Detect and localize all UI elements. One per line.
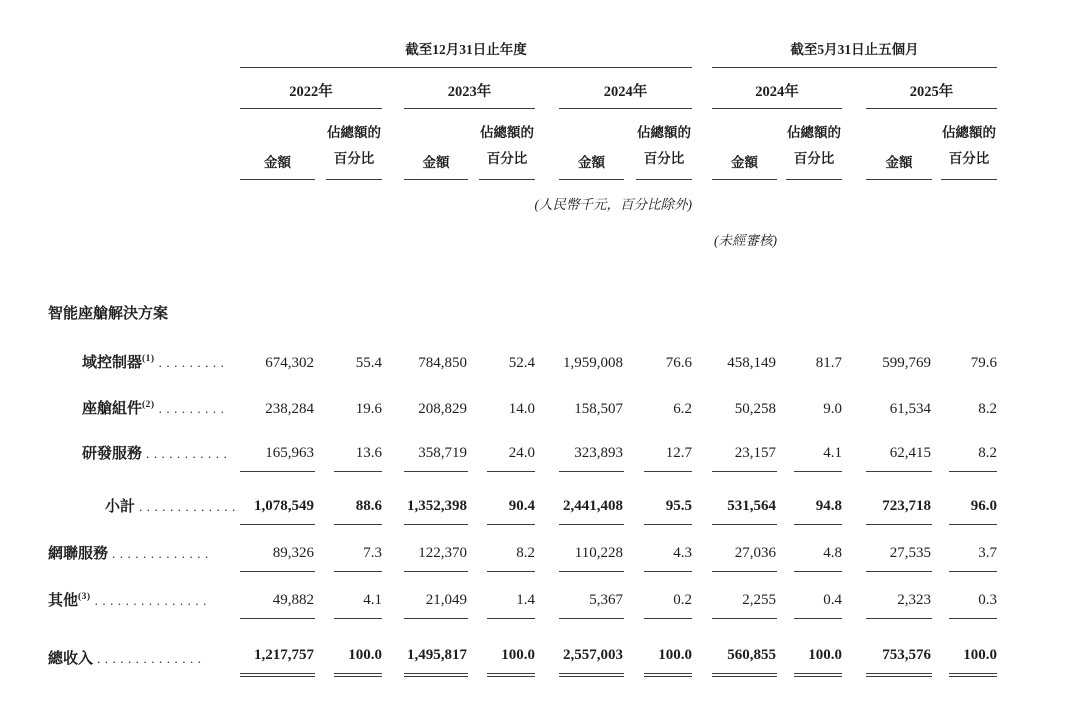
- leader-dots: ...............: [94, 593, 211, 608]
- year-header-2023: 2023年: [404, 67, 535, 108]
- amount-cell: 5,367: [559, 572, 624, 619]
- row-label: 域控制器$^{(1)}$ .........: [82, 354, 229, 371]
- amount-cell: 458,149: [727, 355, 776, 371]
- column-gap: [382, 525, 404, 572]
- column-gap: [382, 472, 404, 525]
- percent-cell: 95.5: [624, 472, 692, 525]
- percent-cell: 8.2: [932, 427, 997, 472]
- percent-cell: 6.2: [673, 401, 692, 417]
- percent-cell: 4.1: [315, 572, 382, 619]
- amount-cell: 89,326: [240, 525, 315, 572]
- amount-cell: 1,217,757: [240, 619, 315, 677]
- amount-cell: 1,078,549: [240, 472, 315, 525]
- percent-cell: 4.3: [624, 525, 692, 572]
- leader-dots: .............: [112, 546, 213, 561]
- leader-dots: .............: [139, 499, 240, 514]
- percent-cell: 90.4: [468, 472, 535, 525]
- percent-cell: 100.0: [468, 619, 535, 677]
- empty-cell: [777, 216, 997, 252]
- amount-cell: 27,535: [866, 525, 932, 572]
- table-row-rd-services: [48, 427, 997, 472]
- table-row-connectivity-services: [48, 525, 997, 572]
- amount-cell: 165,963: [240, 427, 315, 472]
- percent-cell: 100.0: [315, 619, 382, 677]
- percent-cell: 19.6: [355, 401, 382, 417]
- period-group-annual: 截至12月31日止年度: [240, 20, 692, 67]
- amount-cell: 2,441,408: [559, 472, 624, 525]
- table-row-cockpit-components: [48, 381, 997, 427]
- row-label: 網聯服務 .............: [48, 546, 213, 562]
- amount-cell: 23,157: [712, 427, 777, 472]
- amount-cell: 599,769: [882, 355, 931, 371]
- column-gap: [842, 525, 866, 572]
- column-gap: [692, 619, 712, 677]
- amount-cell: 358,719: [404, 427, 468, 472]
- year-header-2022: 2022年: [240, 67, 382, 108]
- amount-cell: 50,258: [734, 401, 776, 417]
- row-label: 其他$^{(3)}$ ...............: [48, 592, 211, 609]
- amount-cell: 674,302: [265, 355, 314, 371]
- column-gap: [535, 525, 559, 572]
- column-gap: [842, 472, 866, 525]
- percent-cell: 94.8: [777, 472, 842, 525]
- percent-cell: 100.0: [777, 619, 842, 677]
- percent-cell: 4.8: [777, 525, 842, 572]
- column-header-row: [48, 108, 997, 180]
- amount-cell: 560,855: [712, 619, 777, 677]
- row-label: 總收入 ..............: [48, 651, 206, 667]
- leader-dots: .........: [158, 401, 229, 416]
- amount-cell: 323,893: [559, 427, 624, 472]
- percent-cell: 12.7: [624, 427, 692, 472]
- empty-cell: [48, 20, 240, 67]
- period-header-row: [48, 20, 997, 67]
- year-header-2024: 2024年: [559, 67, 692, 108]
- column-gap: [842, 332, 866, 381]
- percent-cell: 100.0: [932, 619, 997, 677]
- table-row-domain-controllers: [48, 332, 997, 381]
- amount-cell: 531,564: [712, 472, 777, 525]
- year-header-2025: 2025年: [866, 67, 997, 108]
- amount-cell: 49,882: [240, 572, 315, 619]
- footnote-ref: (2): [142, 400, 155, 410]
- amount-cell: 2,557,003: [559, 619, 624, 677]
- period-group-five-months: 截至5月31日止五個月: [712, 20, 997, 67]
- column-gap: [382, 572, 404, 619]
- table-row-subtotal: [48, 472, 997, 525]
- amount-column-header: 金額: [559, 108, 624, 180]
- leader-dots: ..............: [97, 651, 206, 666]
- amount-cell: 753,576: [866, 619, 932, 677]
- amount-cell: 1,352,398: [404, 472, 468, 525]
- amount-column-header: 金額: [712, 108, 777, 180]
- amount-cell: 122,370: [404, 525, 468, 572]
- percent-cell: 0.3: [932, 572, 997, 619]
- footnote-ref: (3): [78, 592, 91, 602]
- empty-cell: [48, 108, 240, 180]
- footnote-ref: (1): [142, 354, 155, 364]
- amount-cell: 1,959,008: [563, 355, 623, 371]
- column-gap: [535, 427, 559, 472]
- column-gap: [535, 572, 559, 619]
- column-gap: [692, 108, 712, 180]
- percent-cell: 96.0: [932, 472, 997, 525]
- percent-cell: 4.1: [777, 427, 842, 472]
- currency-note-row: [48, 180, 997, 216]
- section-title: 智能座艙解決方案: [48, 306, 169, 322]
- currency-note: (人民幣千元，百分比除外): [534, 197, 692, 212]
- column-gap: [842, 572, 866, 619]
- amount-cell: 208,829: [418, 401, 467, 417]
- percent-cell: 79.6: [970, 355, 998, 371]
- amount-column-header: 金額: [866, 108, 932, 180]
- column-gap: [535, 619, 559, 677]
- percent-column-header: 佔總額的 百分比: [315, 108, 382, 180]
- leader-dots: .........: [158, 355, 229, 370]
- column-gap: [692, 572, 712, 619]
- amount-cell: 723,718: [866, 472, 932, 525]
- column-gap: [842, 108, 866, 180]
- section-header-row: [48, 252, 997, 332]
- percent-cell: 3.7: [932, 525, 997, 572]
- year-header-2024-5m: 2024年: [712, 67, 842, 108]
- amount-cell: 238,284: [265, 401, 314, 417]
- column-gap: [535, 67, 559, 108]
- column-gap: [382, 619, 404, 677]
- column-gap: [692, 381, 712, 427]
- amount-cell: 1,495,817: [404, 619, 468, 677]
- percent-column-header: 佔總額的 百分比: [624, 108, 692, 180]
- column-gap: [842, 67, 866, 108]
- amount-cell: 21,049: [404, 572, 468, 619]
- percent-cell: 7.3: [315, 525, 382, 572]
- revenue-breakdown-table: [48, 20, 997, 677]
- row-label: 研發服務 ...........: [82, 446, 232, 462]
- empty-cell: [48, 67, 240, 108]
- amount-cell: 110,228: [559, 525, 624, 572]
- column-gap: [692, 525, 712, 572]
- percent-cell: 100.0: [624, 619, 692, 677]
- column-gap: [535, 472, 559, 525]
- column-gap: [382, 332, 404, 381]
- column-gap: [382, 381, 404, 427]
- percent-cell: 24.0: [468, 427, 535, 472]
- amount-column-header: 金額: [240, 108, 315, 180]
- unaudited-note: (未經審核): [714, 233, 777, 248]
- column-gap: [692, 332, 712, 381]
- column-gap: [382, 67, 404, 108]
- column-gap: [692, 427, 712, 472]
- amount-cell: 27,036: [712, 525, 777, 572]
- percent-cell: 0.2: [624, 572, 692, 619]
- percent-column-header: 佔總額的 百分比: [777, 108, 842, 180]
- amount-column-header: 金額: [404, 108, 468, 180]
- amount-cell: 2,255: [712, 572, 777, 619]
- percent-cell: 8.2: [468, 525, 535, 572]
- column-gap: [842, 619, 866, 677]
- column-gap: [842, 381, 866, 427]
- percent-cell: 81.7: [815, 355, 842, 371]
- percent-cell: 88.6: [315, 472, 382, 525]
- column-gap: [535, 332, 559, 381]
- column-gap: [382, 108, 404, 180]
- percent-cell: 0.4: [777, 572, 842, 619]
- unaudited-note-row: [48, 216, 997, 252]
- column-gap: [692, 20, 712, 67]
- amount-cell: 158,507: [574, 401, 623, 417]
- column-gap: [692, 472, 712, 525]
- percent-column-header: 佔總額的 百分比: [468, 108, 535, 180]
- amount-cell: 2,323: [866, 572, 932, 619]
- amount-cell: 784,850: [418, 355, 467, 371]
- column-gap: [842, 427, 866, 472]
- column-gap: [535, 381, 559, 427]
- percent-cell: 13.6: [315, 427, 382, 472]
- amount-cell: 61,534: [889, 401, 931, 417]
- row-label: 座艙組件$^{(2)}$ .........: [82, 400, 229, 417]
- percent-column-header: 佔總額的 百分比: [932, 108, 997, 180]
- column-gap: [692, 67, 712, 108]
- percent-cell: 14.0: [508, 401, 535, 417]
- table-row-others: [48, 572, 997, 619]
- percent-cell: 76.6: [665, 355, 692, 371]
- percent-cell: 9.0: [823, 401, 842, 417]
- leader-dots: ...........: [146, 446, 232, 461]
- percent-cell: 52.4: [508, 355, 535, 371]
- row-label: 小計 .............: [105, 499, 240, 515]
- column-gap: [535, 108, 559, 180]
- percent-cell: 55.4: [355, 355, 382, 371]
- empty-cell: [692, 180, 997, 216]
- year-header-row: [48, 67, 997, 108]
- percent-cell: 1.4: [468, 572, 535, 619]
- table-row-total-revenue: [48, 619, 997, 677]
- column-gap: [382, 427, 404, 472]
- amount-cell: 62,415: [866, 427, 932, 472]
- percent-cell: 8.2: [978, 401, 998, 417]
